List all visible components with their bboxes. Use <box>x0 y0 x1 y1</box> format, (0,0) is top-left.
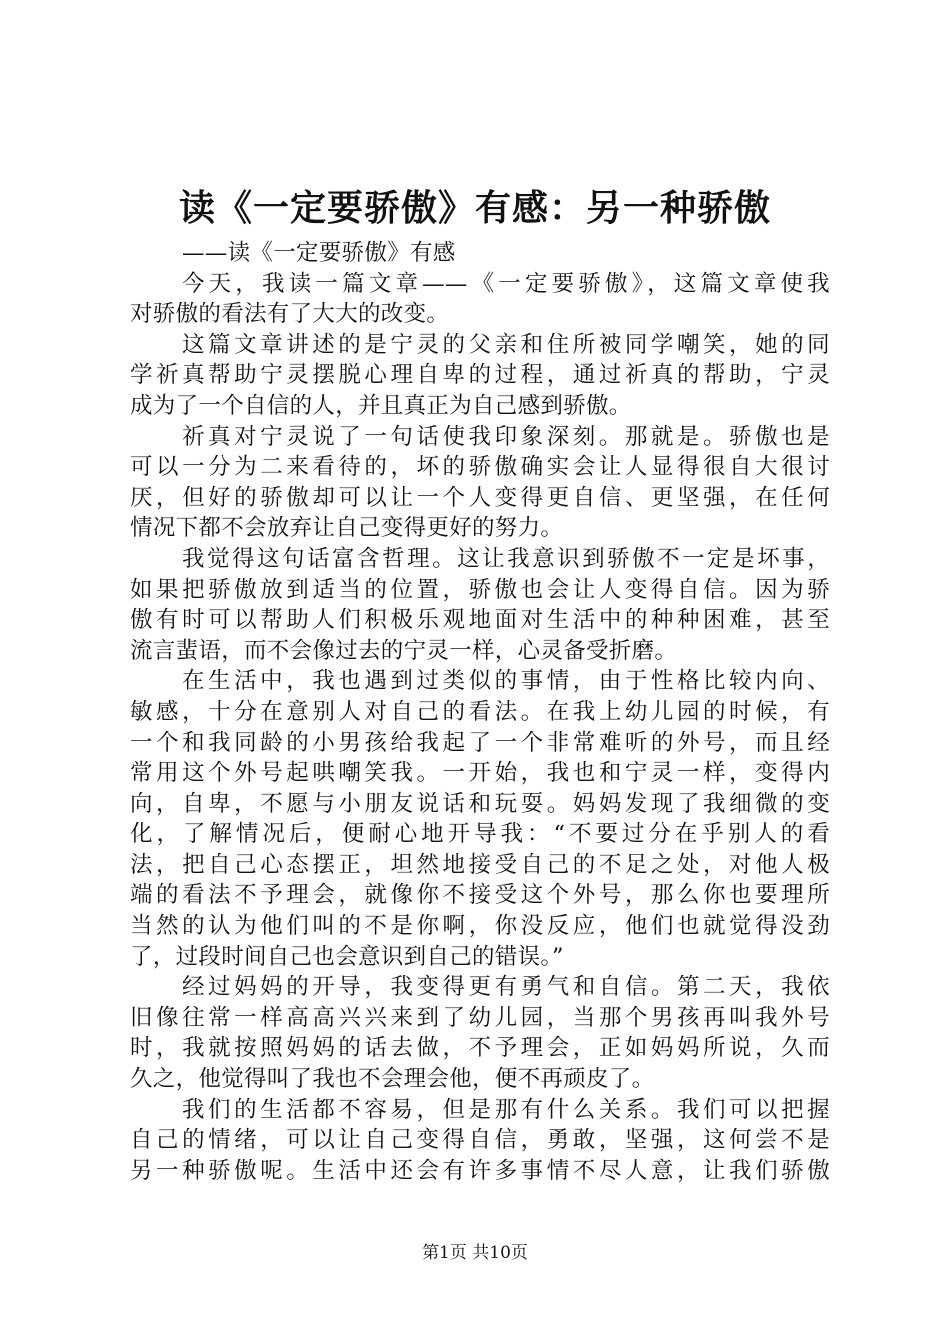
text-line: 化，了解情况后，便耐心地开导我：“不要过分在乎别人的看 <box>130 821 830 848</box>
text-line: 我觉得这句话富含哲理。这让我意识到骄傲不一定是坏事， <box>182 545 830 572</box>
text-line: 在生活中，我也遇到过类似的事情，由于性格比较内向、 <box>182 668 830 695</box>
text-line: 向，自卑，不愿与小朋友说话和玩耍。妈妈发现了我细微的变 <box>130 790 830 817</box>
text-line: 另一种骄傲呢。生活中还会有许多事情不尽人意，让我们骄傲 <box>130 1157 830 1184</box>
text-line: 常用这个外号起哄嘲笑我。一开始，我也和宁灵一样，变得内 <box>130 760 830 787</box>
text-line: 经过妈妈的开导，我变得更有勇气和自信。第二天，我依 <box>182 974 830 1001</box>
text-line: 时，我就按照妈妈的话去做，不予理会，正如妈妈所说，久而 <box>130 1035 830 1062</box>
text-line: 情况下都不会放弃让自己变得更好的努力。 <box>130 515 564 542</box>
text-line: 了，过段时间自己也会意识到自己的错误。” <box>130 943 564 970</box>
text-line: 学祈真帮助宁灵摆脱心理自卑的过程，通过祈真的帮助，宁灵 <box>130 362 830 389</box>
text-line: 祈真对宁灵说了一句话使我印象深刻。那就是。骄傲也是 <box>182 423 830 450</box>
text-line: 敏感，十分在意别人对自己的看法。在我上幼儿园的时候，有 <box>130 698 830 725</box>
text-line: 久之，他觉得叫了我也不会理会他，便不再顽皮了。 <box>130 1066 655 1093</box>
text-line: 我们的生活都不容易，但是那有什么关系。我们可以把握 <box>182 1096 830 1123</box>
text-line: 这篇文章讲述的是宁灵的父亲和住所被同学嘲笑，她的同 <box>182 331 830 358</box>
text-line: 法，把自己心态摆正，坦然地接受自己的不足之处，对他人极 <box>130 851 830 878</box>
text-line: 自己的情绪，可以让自己变得自信，勇敢，坚强，这何尝不是 <box>130 1127 830 1154</box>
text-line: 当然的认为他们叫的不是你啊，你没反应，他们也就觉得没劲 <box>130 913 830 940</box>
text-line: 对骄傲的看法有了大大的改变。 <box>130 301 450 328</box>
text-line: 一个和我同龄的小男孩给我起了一个非常难听的外号，而且经 <box>130 729 830 756</box>
text-line: 如果把骄傲放到适当的位置，骄傲也会让人变得自信。因为骄 <box>130 576 830 603</box>
text-line: 旧像往常一样高高兴兴来到了幼儿园，当那个男孩再叫我外号 <box>130 1004 830 1031</box>
text-line: 傲有时可以帮助人们积极乐观地面对生活中的种种困难，甚至 <box>130 607 830 634</box>
text-line: 今天，我读一篇文章——《一定要骄傲》，这篇文章使我 <box>182 270 830 297</box>
document-title: 读《一定要骄傲》有感：另一种骄傲 <box>178 187 771 229</box>
page-footer: 第1页 共10页 <box>422 1243 528 1263</box>
document-body <box>130 238 830 1186</box>
text-line: 厌，但好的骄傲却可以让一个人变得更自信、更坚强，在任何 <box>130 484 830 511</box>
text-line: 成为了一个自信的人，并且真正为自己感到骄傲。 <box>130 392 632 419</box>
text-line: 端的看法不予理会，就像你不接受这个外号，那么你也要理所 <box>130 882 830 909</box>
subtitle-line: ——读《一定要骄傲》有感 <box>182 240 456 266</box>
text-line: 可以一分为二来看待的，坏的骄傲确实会让人显得很自大很讨 <box>130 454 830 481</box>
text-line: 流言蜚语，而不会像过去的宁灵一样，心灵备受折磨。 <box>130 637 678 664</box>
